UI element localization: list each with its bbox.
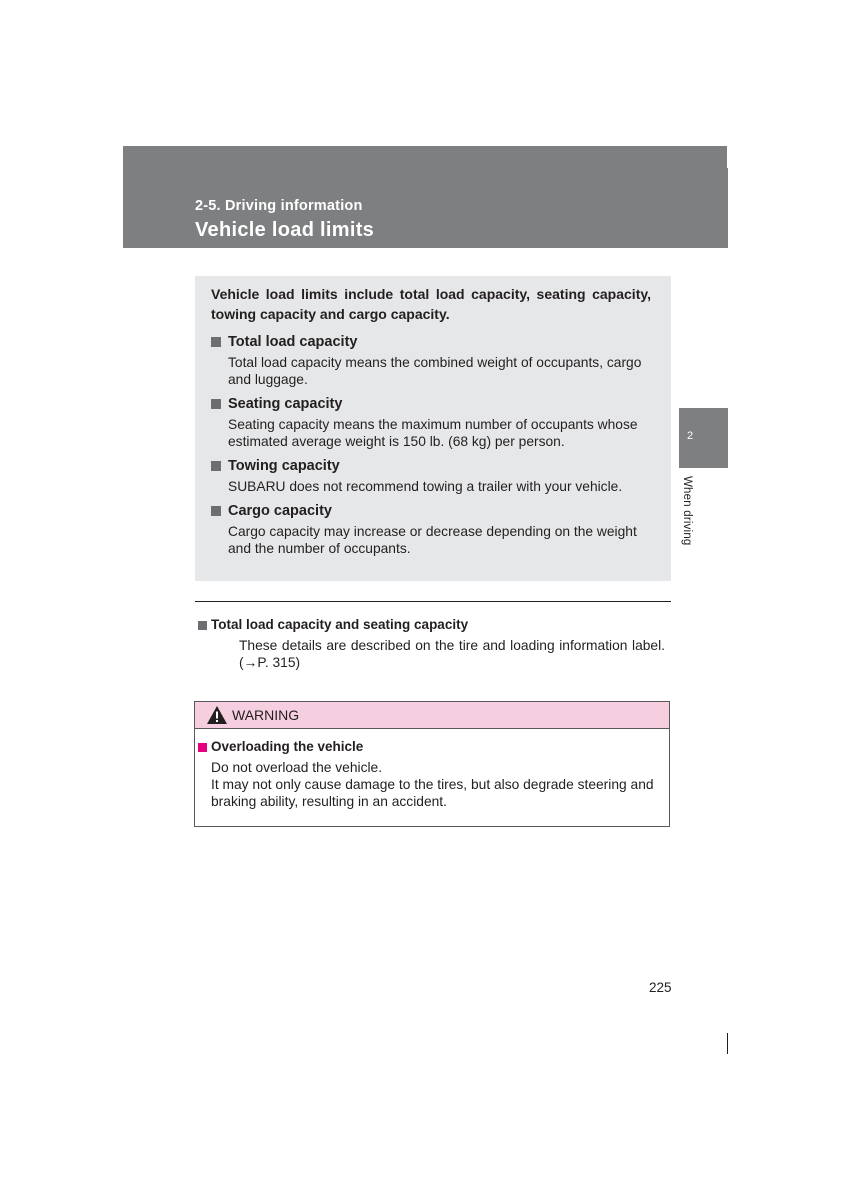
edge-mark <box>727 1033 728 1054</box>
bullet-square-icon <box>211 461 221 471</box>
warning-label: WARNING <box>232 707 300 723</box>
warning-line-1: Do not overload the vehicle. <box>211 760 383 775</box>
warning-subheading <box>198 738 669 756</box>
section-divider <box>195 601 671 602</box>
item-body-towing: SUBARU does not recommend towing a trailer with your vehicle. <box>228 479 623 494</box>
item-heading-seating <box>211 394 651 414</box>
item-heading-towing <box>211 456 651 476</box>
chapter-label: When driving <box>681 476 693 546</box>
item-heading-text: Cargo capacity <box>228 503 332 519</box>
section-label: 2-5. Driving information <box>195 198 363 214</box>
note-body: These details are described on the tire and loading information label. (→P. 315) <box>239 638 665 670</box>
bullet-square-icon <box>211 399 221 409</box>
warning-box <box>194 701 670 827</box>
item-heading-text: Seating capacity <box>228 396 343 412</box>
item-heading-total-load <box>211 332 651 352</box>
note-block <box>198 616 668 671</box>
page-number: 225 <box>649 980 672 995</box>
bullet-square-icon <box>198 743 207 752</box>
summary-intro: Vehicle load limits include total load capacity, seating capacity, towing capacity and cargo capacity. <box>211 286 651 322</box>
item-heading-text: Towing capacity <box>228 458 340 474</box>
bullet-square-icon <box>211 506 221 516</box>
chapter-tab <box>679 408 728 468</box>
bullet-square-icon <box>198 621 207 630</box>
warning-text <box>211 759 669 810</box>
page-title: Vehicle load limits <box>195 219 375 241</box>
warning-line-2: It may not only cause damage to the tires, but also degrade steering and braking ability, resulting in an accident. <box>211 777 654 809</box>
chapter-number: 2 <box>687 430 694 442</box>
warning-subheading-text: Overloading the vehicle <box>211 739 364 754</box>
item-body-seating: Seating capacity means the maximum number of occupants whose estimated average weight is 150 lb. (68 kg) per person. <box>228 417 638 449</box>
header-notch <box>727 146 728 168</box>
warning-triangle-icon <box>206 705 228 725</box>
item-body-total-load: Total load capacity means the combined weight of occupants, cargo and luggage. <box>228 355 642 387</box>
summary-box <box>195 276 671 581</box>
item-body-cargo: Cargo capacity may increase or decrease depending on the weight and the number of occupants. <box>228 524 637 556</box>
bullet-square-icon <box>211 337 221 347</box>
warning-header <box>195 702 669 729</box>
note-heading-text: Total load capacity and seating capacity <box>211 617 469 632</box>
note-heading <box>198 616 668 634</box>
section-header <box>123 146 728 248</box>
warning-body <box>195 729 669 810</box>
item-heading-text: Total load capacity <box>228 334 358 350</box>
item-heading-cargo <box>211 501 651 521</box>
